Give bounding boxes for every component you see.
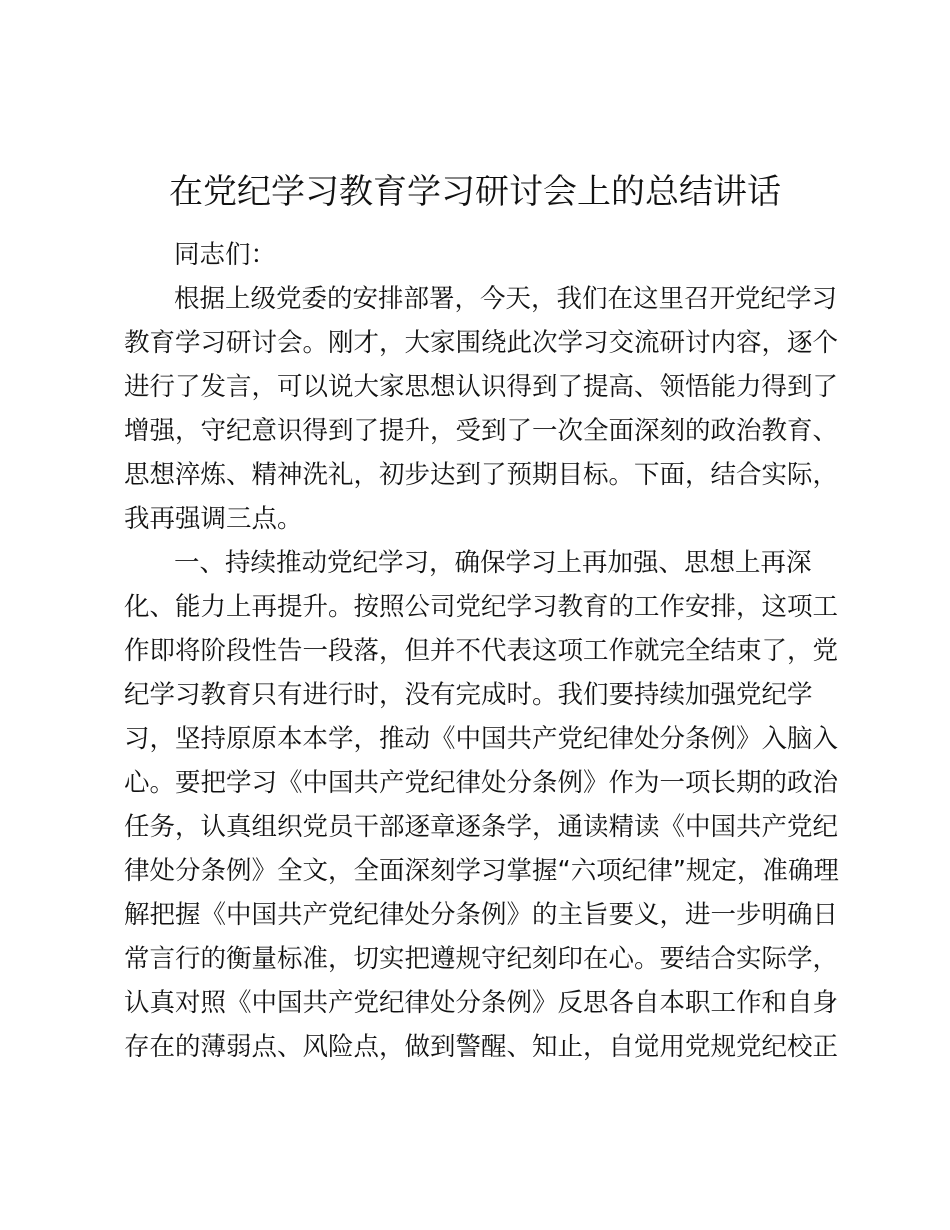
paragraph-line: 律处分条例》全文，全面深刻学习掌握“六项纪律”规定，准确理	[124, 856, 839, 886]
paragraph-line: 教育学习研讨会。刚才，大家围绕此次学习交流研讨内容，逐个	[124, 328, 839, 358]
paragraph-line: 思想淬炼、精神洗礼，初步达到了预期目标。下面，结合实际，	[124, 460, 839, 490]
paragraph-line: 习，坚持原原本本学，推动《中国共产党纪律处分条例》入脑入	[124, 724, 839, 754]
paragraph-line: 根据上级党委的安排部署，今天，我们在这里召开党纪学习	[174, 284, 838, 314]
paragraph-line: 我再强调三点。	[124, 504, 303, 534]
section-heading-line: 一、持续推动党纪学习，确保学习上再加强、思想上再深	[174, 548, 812, 578]
paragraph-line: 常言行的衡量标准，切实把遵规守纪刻印在心。要结合实际学，	[124, 944, 839, 974]
paragraph-line: 认真对照《中国共产党纪律处分条例》反思各自本职工作和自身	[124, 988, 839, 1018]
paragraph-line: 任务，认真组织党员干部逐章逐条学，通读精读《中国共产党纪	[124, 812, 839, 842]
paragraph-line: 作即将阶段性告一段落，但并不代表这项工作就完全结束了，党	[124, 636, 839, 666]
document-title: 在党纪学习教育学习研讨会上的总结讲话	[169, 172, 781, 212]
paragraph-line: 化、能力上再提升。按照公司党纪学习教育的工作安排，这项工	[124, 592, 839, 622]
salutation: 同志们：	[174, 240, 277, 270]
paragraph-line: 进行了发言，可以说大家思想认识得到了提高、领悟能力得到了	[124, 372, 839, 402]
paragraph-line: 解把握《中国共产党纪律处分条例》的主旨要义，进一步明确日	[124, 900, 839, 930]
paragraph-line: 纪学习教育只有进行时，没有完成时。我们要持续加强党纪学	[124, 680, 813, 710]
paragraph-line: 增强，守纪意识得到了提升，受到了一次全面深刻的政治教育、	[124, 416, 839, 446]
paragraph-line: 存在的薄弱点、风险点，做到警醒、知止，自觉用党规党纪校正	[124, 1032, 839, 1062]
paragraph-line: 心。要把学习《中国共产党纪律处分条例》作为一项长期的政治	[124, 768, 839, 798]
